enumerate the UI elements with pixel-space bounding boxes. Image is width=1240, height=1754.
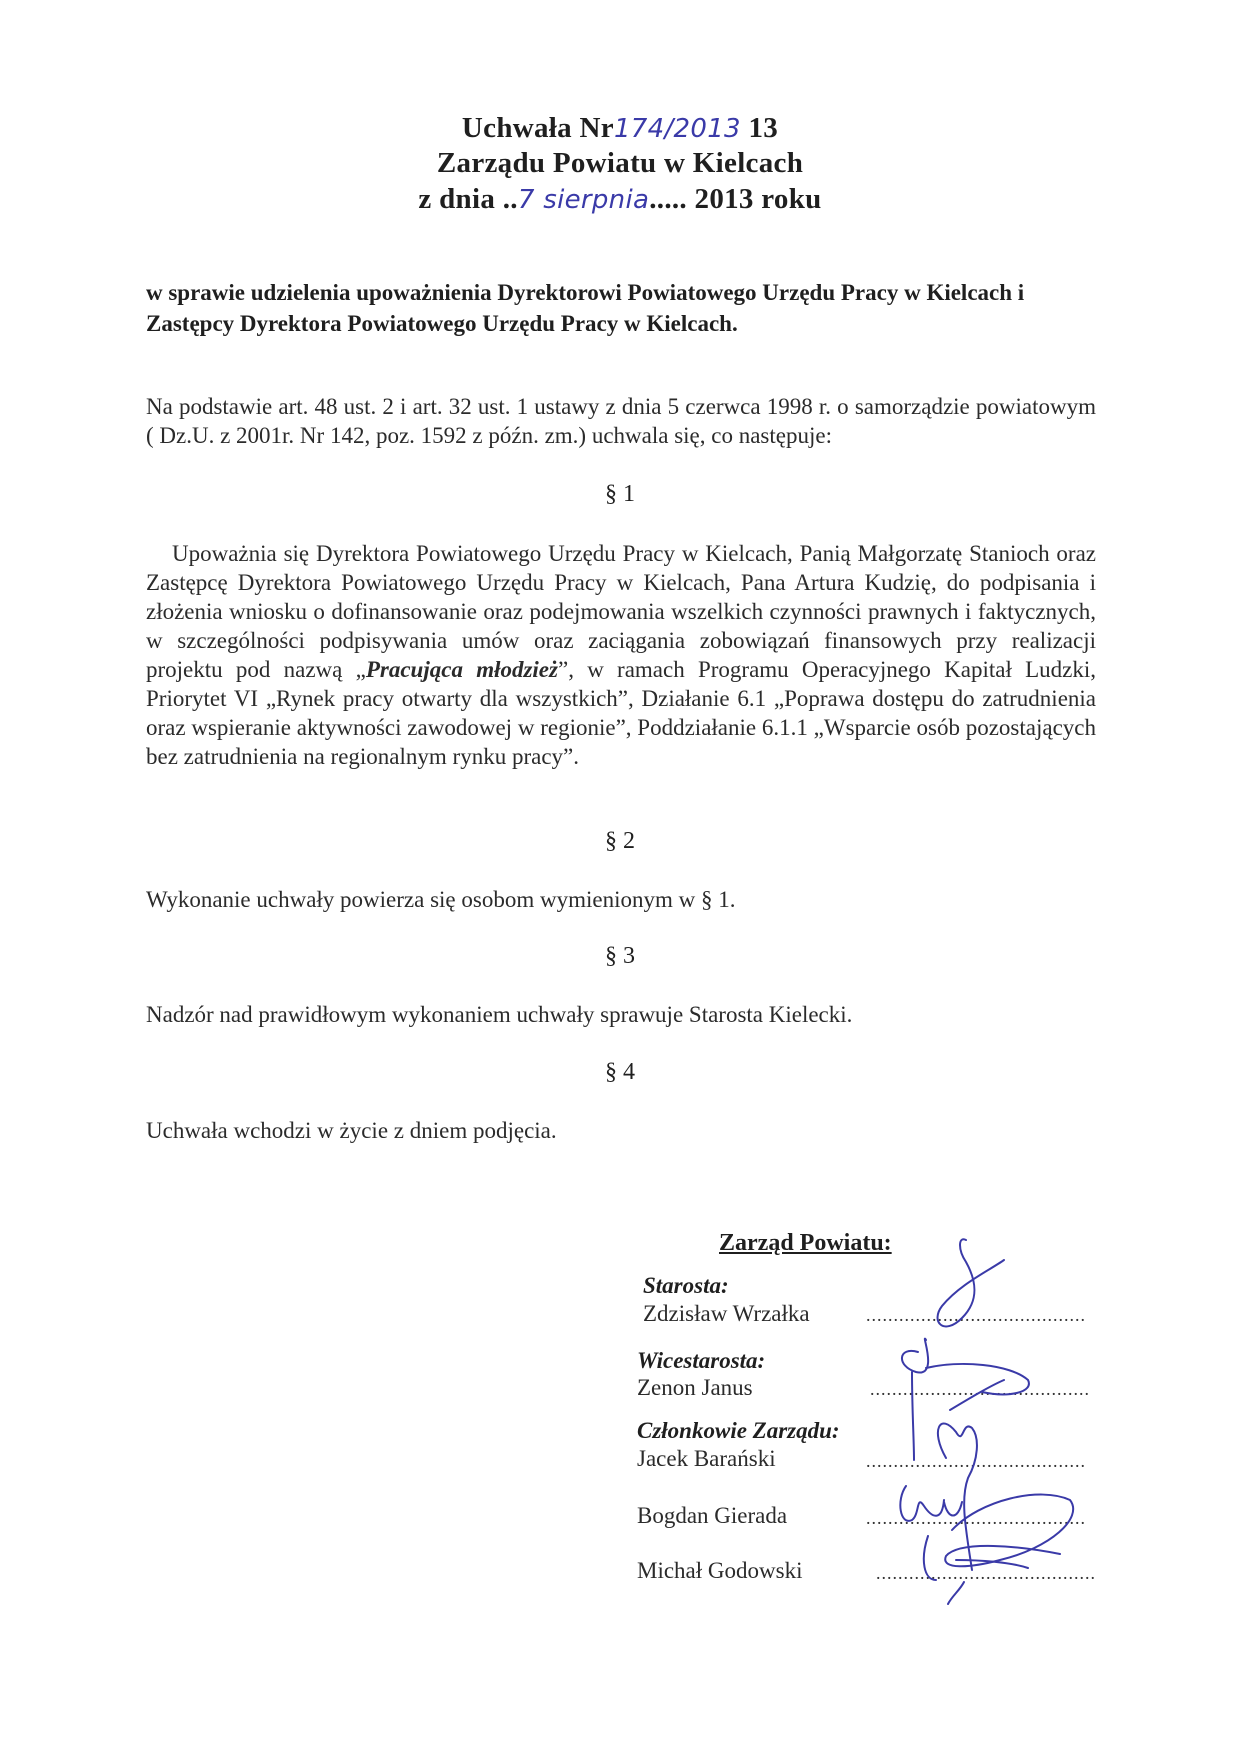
issuing-body: Zarządu Powiatu w Kielcach	[436, 147, 804, 179]
signature-member-1	[938, 1380, 1004, 1570]
section-4-mark: § 4	[605, 1059, 635, 1085]
starosta-name: Zdzisław Wrzałka	[643, 1301, 810, 1326]
wicestarosta-signature-line: ........................................	[870, 1379, 1090, 1399]
board-title: Zarząd Powiatu:	[719, 1230, 892, 1256]
resolution-number	[0, 112, 1240, 145]
section-1-text-after: ”, w ramach Programu Operacyjnego Kapitał Ludzki, Priorytet VI „Rynek pracy otwarty dla wszystkich”, Działanie 6.1 „Poprawa dostępu do zatrudnienia oraz wspieranie aktywności zawodowej w regionie”, Poddziałanie 6.1.1 „Wsparcie osób pozostających bez zatrudnienia na regionalnym rynku pracy”.	[146, 657, 1097, 769]
resolution-subject: w sprawie udzielenia upoważnienia Dyrektorowi Powiatowego Urzędu Pracy w Kielcach i Zastępcy Dyrektora Powiatowego Urzędu Pracy w Kielcach.	[146, 280, 1025, 336]
member-name: Bogdan Gierada	[637, 1503, 788, 1528]
wicestarosta-role: Wicestarosta:	[637, 1348, 766, 1373]
title-prefix: Uchwała Nr	[461, 112, 614, 144]
section-4-text: Uchwała wchodzi w życie z dniem podjęcia.	[146, 1118, 557, 1143]
legal-basis: Na podstawie art. 48 ust. 2 i art. 32 ust. 1 ustawy z dnia 5 czerwca 1998 r. o samorządzie powiatowym ( Dz.U. z 2001r. Nr 142, poz. 1592 z późn. zm.) uchwala się, co następuje:	[146, 394, 1096, 448]
handwritten-date: 7 sierpnia	[517, 185, 650, 215]
members-role: Członkowie Zarządu:	[637, 1418, 840, 1443]
wicestarosta-name: Zenon Janus	[637, 1375, 753, 1400]
section-3-mark: § 3	[605, 943, 635, 969]
section-1-mark: § 1	[605, 481, 635, 507]
title-suffix: 13	[748, 112, 779, 144]
handwritten-number: 174/2013	[613, 114, 741, 144]
starosta-role: Starosta:	[643, 1273, 729, 1298]
member-2-signature-line: ........................................	[866, 1508, 1086, 1528]
member-name: Jacek Barański	[637, 1446, 776, 1471]
section-2-mark: § 2	[605, 828, 635, 854]
date-suffix: 2013 roku	[694, 183, 822, 215]
project-name: Pracująca młodzież	[365, 657, 558, 682]
section-3-text: Nadzór nad prawidłowym wykonaniem uchwały sprawuje Starosta Kielecki.	[146, 1002, 853, 1027]
member-3-signature-line: ........................................	[876, 1563, 1096, 1583]
section-2-text: Wykonanie uchwały powierza się osobom wymienionym w § 1.	[146, 887, 736, 912]
member-name: Michał Godowski	[637, 1558, 803, 1583]
starosta-signature-line: ........................................	[866, 1305, 1086, 1325]
resolution-date: z dnia ..7 sierpnia..... 2013 roku	[418, 183, 822, 215]
date-prefix: z dnia	[418, 183, 496, 215]
member-1-signature-line: ........................................	[866, 1451, 1086, 1471]
section-1-text-before: Upoważnia się Dyrektora Powiatowego Urzędu Pracy w Kielcach, Panią Małgorzatę Stanioch oraz Zastępcę Dyrektora Powiatowego Urzędu Pracy w Kielcach, Pana Artura Kudzię, do podpisania i złożenia wniosku o dofinansowanie oraz podejmowania wszelkich czynności prawnych i faktycznych, w szczególności podpisywania umów oraz zaciągania zobowiązań finansowych przy realizacji projektu pod nazwą „	[146, 541, 1096, 682]
section-1-text	[146, 539, 1096, 771]
